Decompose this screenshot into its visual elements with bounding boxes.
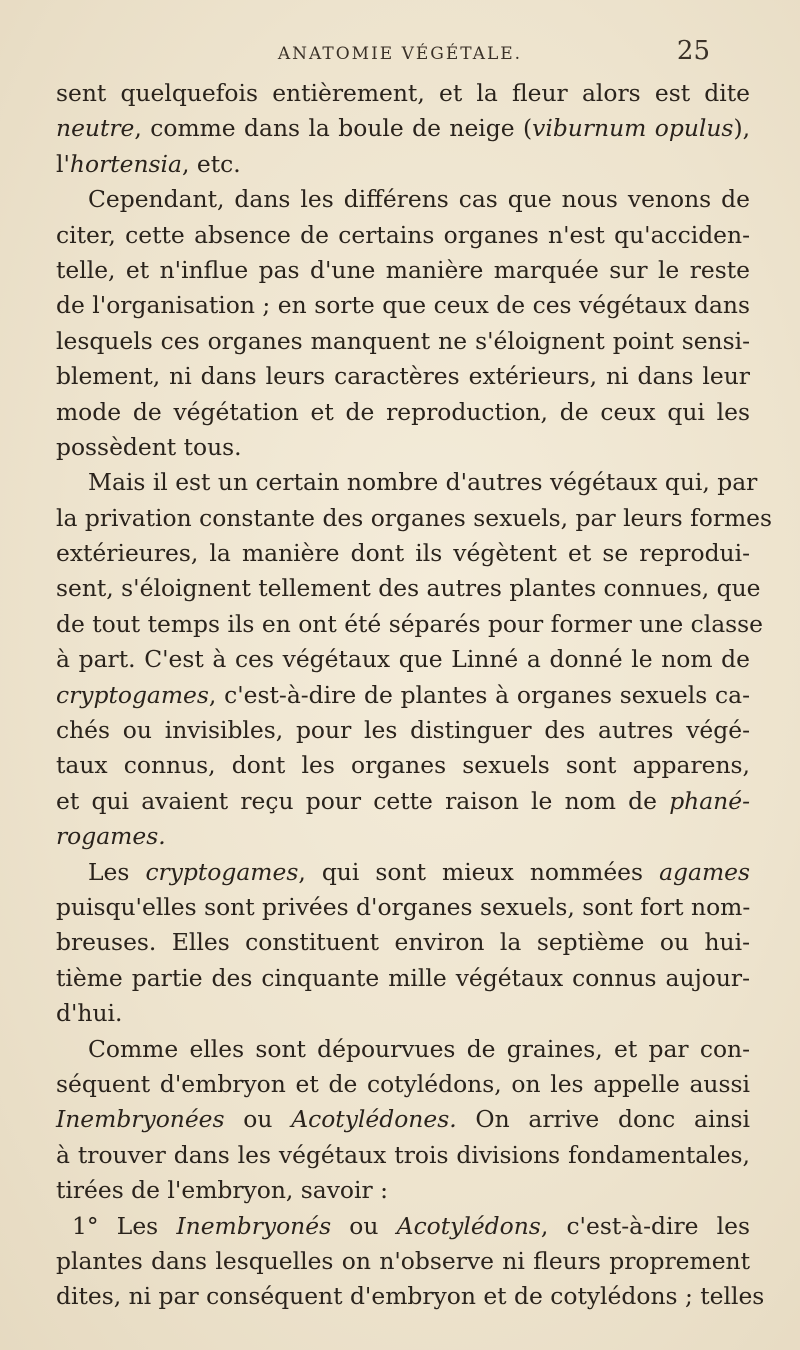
- italic-term: Acotylédones.: [291, 1105, 457, 1134]
- text-run: séquent d'embryon et de cotylédons, on les appelle aussi: [56, 1069, 750, 1098]
- text-run: de tout temps ils en ont été séparés pour former une classe: [56, 609, 764, 638]
- italic-term: Inembryonés: [176, 1211, 332, 1240]
- italic-term: viburnum opulus: [532, 114, 734, 143]
- running-head: ANATOMIE VÉGÉTALE.: [277, 44, 523, 64]
- text-line: [56, 1209, 750, 1244]
- text-line: [56, 218, 750, 253]
- text-line: [56, 465, 758, 500]
- text-line: [56, 288, 750, 323]
- text-run: chés ou invisibles, pour les distinguer des autres végé-: [56, 716, 750, 745]
- body-text: [56, 76, 773, 1315]
- text-run: 1° Les: [72, 1211, 177, 1240]
- text-run: et qui avaient reçu pour cette raison le nom de: [56, 786, 670, 815]
- text-run: lesquels ces organes manquent ne s'éloignent point sensi-: [56, 326, 750, 355]
- text-run: à trouver dans les végétaux trois divisions fondamentales,: [56, 1140, 750, 1169]
- text-line: [56, 147, 750, 182]
- text-run: Cependant, dans les différens cas que nous venons de: [88, 185, 750, 214]
- text-line: [56, 855, 750, 890]
- italic-term: phané-: [669, 786, 750, 815]
- page-number: 25: [676, 36, 710, 66]
- italic-term: cryptogames: [56, 680, 209, 709]
- text-run: ou: [224, 1105, 292, 1134]
- text-run: blement, ni dans leurs caractères extérieurs, ni dans leur: [56, 362, 750, 391]
- text-run: , c'est-à-dire de plantes à organes sexuels ca-: [208, 680, 750, 709]
- text-line: [56, 996, 750, 1031]
- text-line: [56, 182, 750, 217]
- text-run: dites, ni par conséquent d'embryon et de cotylédons ; telles: [56, 1282, 765, 1311]
- text-line: [56, 890, 750, 925]
- text-line: [56, 359, 750, 394]
- text-run: à part. C'est à ces végétaux que Linné a donné le nom de: [56, 645, 750, 674]
- text-run: d'hui.: [56, 999, 123, 1028]
- text-line: [56, 713, 750, 748]
- text-line: [56, 1279, 765, 1314]
- text-run: breuses. Elles constituent environ la septième ou hui-: [56, 928, 750, 957]
- text-run: , etc.: [182, 149, 241, 178]
- italic-term: Acotylédons: [396, 1211, 541, 1240]
- text-line: [56, 748, 750, 783]
- text-run: taux connus, dont les organes sexuels sont apparens,: [56, 751, 750, 780]
- text-line: [56, 253, 750, 288]
- text-line: [56, 76, 750, 111]
- text-run: ou: [331, 1211, 397, 1240]
- text-run: la privation constante des organes sexuels, par leurs formes: [56, 503, 773, 532]
- text-run: ),: [733, 114, 750, 143]
- text-run: sent quelquefois entièrement, et la fleur alors est dite: [56, 79, 750, 107]
- italic-term: hortensia: [69, 149, 182, 178]
- text-run: , qui sont mieux nommées: [298, 857, 660, 886]
- text-line: [56, 1032, 750, 1067]
- text-line: [56, 395, 750, 430]
- text-run: telle, et n'influe pas d'une manière marquée sur le reste: [56, 255, 750, 284]
- italic-term: neutre: [56, 114, 135, 143]
- text-line: [56, 678, 750, 713]
- page-header: [0, 36, 800, 76]
- text-run: possèdent tous.: [56, 432, 242, 461]
- text-line: [56, 324, 750, 359]
- text-line: [56, 571, 761, 606]
- text-run: extérieures, la manière dont ils végètent et se reprodui-: [56, 539, 750, 568]
- text-line: [56, 784, 750, 819]
- text-line: [56, 1138, 750, 1173]
- text-line: [56, 642, 750, 677]
- text-line: [56, 925, 750, 960]
- text-run: de l'organisation ; en sorte que ceux de ces végétaux dans: [56, 291, 750, 320]
- text-run: l': [56, 149, 70, 178]
- text-line: [56, 111, 750, 146]
- text-run: tirées de l'embryon, savoir :: [56, 1176, 388, 1205]
- text-line: [56, 1173, 750, 1208]
- italic-term: rogames.: [56, 822, 166, 851]
- text-line: [56, 1102, 750, 1137]
- italic-term: agames: [659, 857, 750, 886]
- text-run: tième partie des cinquante mille végétaux connus aujour-: [56, 963, 750, 992]
- text-line: [56, 607, 764, 642]
- text-line: [56, 1244, 750, 1279]
- text-line: [56, 961, 750, 996]
- text-line: [56, 819, 750, 854]
- text-run: plantes dans lesquelles on n'observe ni fleurs proprement: [56, 1246, 750, 1275]
- text-line: [56, 1067, 750, 1102]
- text-run: mode de végétation et de reproduction, de ceux qui les: [56, 397, 750, 426]
- text-run: On arrive donc ainsi: [456, 1105, 750, 1134]
- text-run: Mais il est un certain nombre d'autres végétaux qui, par: [88, 468, 758, 497]
- text-line: [56, 501, 773, 536]
- text-run: Comme elles sont dépourvues de graines, et par con-: [88, 1034, 750, 1063]
- italic-term: Inembryonées: [56, 1105, 225, 1134]
- text-run: , comme dans la boule de neige (: [134, 114, 533, 143]
- text-run: puisqu'elles sont privées d'organes sexuels, sont fort nom-: [56, 892, 751, 921]
- text-line: [56, 430, 750, 465]
- text-run: sent, s'éloignent tellement des autres plantes connues, que: [56, 574, 761, 603]
- text-run: citer, cette absence de certains organes n'est qu'acciden-: [56, 220, 750, 249]
- italic-term: cryptogames: [145, 857, 299, 886]
- text-run: Les: [88, 857, 146, 886]
- text-line: [56, 536, 750, 571]
- text-run: , c'est-à-dire les: [540, 1211, 751, 1240]
